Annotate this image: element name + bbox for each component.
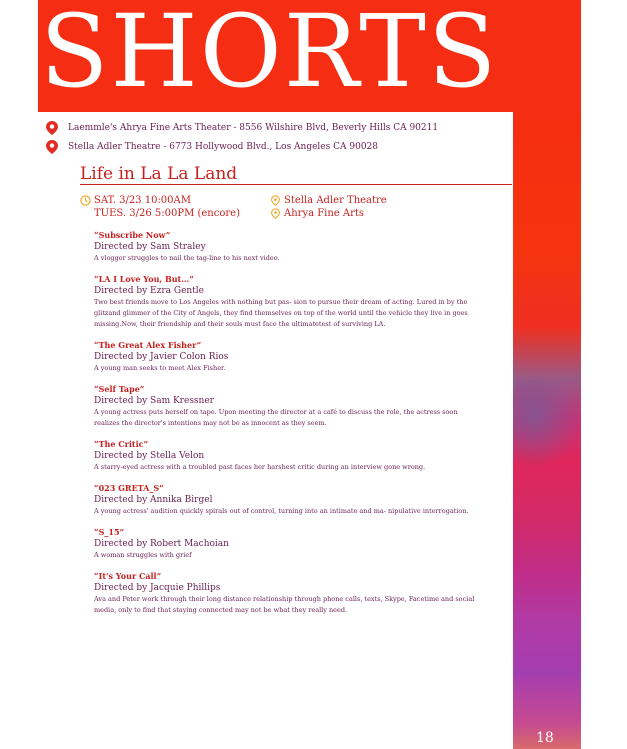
section-divider <box>80 184 512 185</box>
film-title: “Subscribe Now” <box>94 230 171 240</box>
film-entry <box>94 571 484 616</box>
film-entry <box>94 439 484 473</box>
showtime-when: TUES. 3/26 5:00PM (encore) <box>94 208 240 219</box>
film-entry <box>94 527 484 561</box>
side-strip-swirl <box>513 380 581 470</box>
film-director: Directed by Robert Machoian <box>94 539 229 549</box>
film-list <box>94 230 484 626</box>
film-title: “Self Tape” <box>94 384 145 394</box>
film-title: “LA I Love You, But…” <box>94 274 194 284</box>
film-description: Ava and Peter work through their long distance relationship through phone calls, texts, Skype, Facetime and social media, only to find that staying connected may not be what they really need. <box>94 595 475 614</box>
clock-icon <box>80 195 91 206</box>
film-director: Directed by Javier Colon Rios <box>94 352 229 362</box>
film-entry <box>94 483 484 517</box>
page-title: SHORTS <box>40 0 499 110</box>
film-title: “023 GRETA_S” <box>94 483 164 493</box>
showtime-venue: Stella Adler Theatre <box>284 195 387 206</box>
page-number: 18 <box>536 730 554 746</box>
map-pin-icon <box>271 208 280 219</box>
showtime-venue: Ahrya Fine Arts <box>284 208 365 219</box>
film-entry <box>94 384 484 429</box>
map-pin-icon <box>46 121 58 135</box>
showtime-row <box>80 194 500 207</box>
film-description: A woman struggles with grief <box>94 551 192 559</box>
venue-line-ahrya <box>46 119 438 137</box>
map-pin-icon <box>271 195 280 206</box>
showtime-row <box>80 207 500 220</box>
film-entry <box>94 230 484 264</box>
film-director: Directed by Ezra Gentle <box>94 286 205 296</box>
map-pin-icon <box>46 140 58 154</box>
showtime-when: SAT. 3/23 10:00AM <box>94 195 191 206</box>
film-description: A young actress puts herself on tape. Upon meeting the director at a café to discuss the role, the actress soon realizes the director's intentions may not be as innocent as they seem. <box>94 408 458 427</box>
film-director: Directed by Sam Kressner <box>94 396 214 406</box>
section-title: Life in La La Land <box>80 164 238 184</box>
venue-text: Stella Adler Theatre - 6773 Hollywood Blvd., Los Angeles CA 90028 <box>68 142 378 152</box>
showtimes <box>80 194 500 220</box>
venue-line-stella-adler <box>46 138 378 156</box>
film-description: Two best friends move to Los Angeles with nothing but pas- sion to pursue their dream of acting. Lured in by the glitzand glimmer of the City of Angels, they find themselves on top of the world until the vehicle they live in goes missing.Now, their friendship and their souls must face the ultimatetest of surviving LA. <box>94 298 468 328</box>
film-title: “It's Your Call” <box>94 571 162 581</box>
film-title: “The Critic” <box>94 439 149 449</box>
film-entry <box>94 340 484 374</box>
film-description: A vlogger struggles to nail the tag-line to his next video. <box>94 254 280 262</box>
venue-text: Laemmle's Ahrya Fine Arts Theater - 8556 Wilshire Blvd, Beverly Hills CA 90211 <box>68 123 439 133</box>
film-director: Directed by Jacquie Phillips <box>94 583 221 593</box>
film-description: A young man seeks to meet Alex Fisher. <box>94 364 226 372</box>
film-director: Directed by Stella Velon <box>94 451 205 461</box>
film-director: Directed by Sam Straley <box>94 242 206 252</box>
film-title: “The Great Alex Fisher” <box>94 340 202 350</box>
film-entry <box>94 274 484 330</box>
film-description: A young actress' audition quickly spirals out of control, turning into an intimate and ma- nipulative interrogation. <box>94 507 469 515</box>
film-director: Directed by Annika Birgel <box>94 495 213 505</box>
film-description: A starry-eyed actress with a troubled past faces her harshest critic during an interview gone wrong. <box>94 463 426 471</box>
film-title: “S_15” <box>94 527 125 537</box>
